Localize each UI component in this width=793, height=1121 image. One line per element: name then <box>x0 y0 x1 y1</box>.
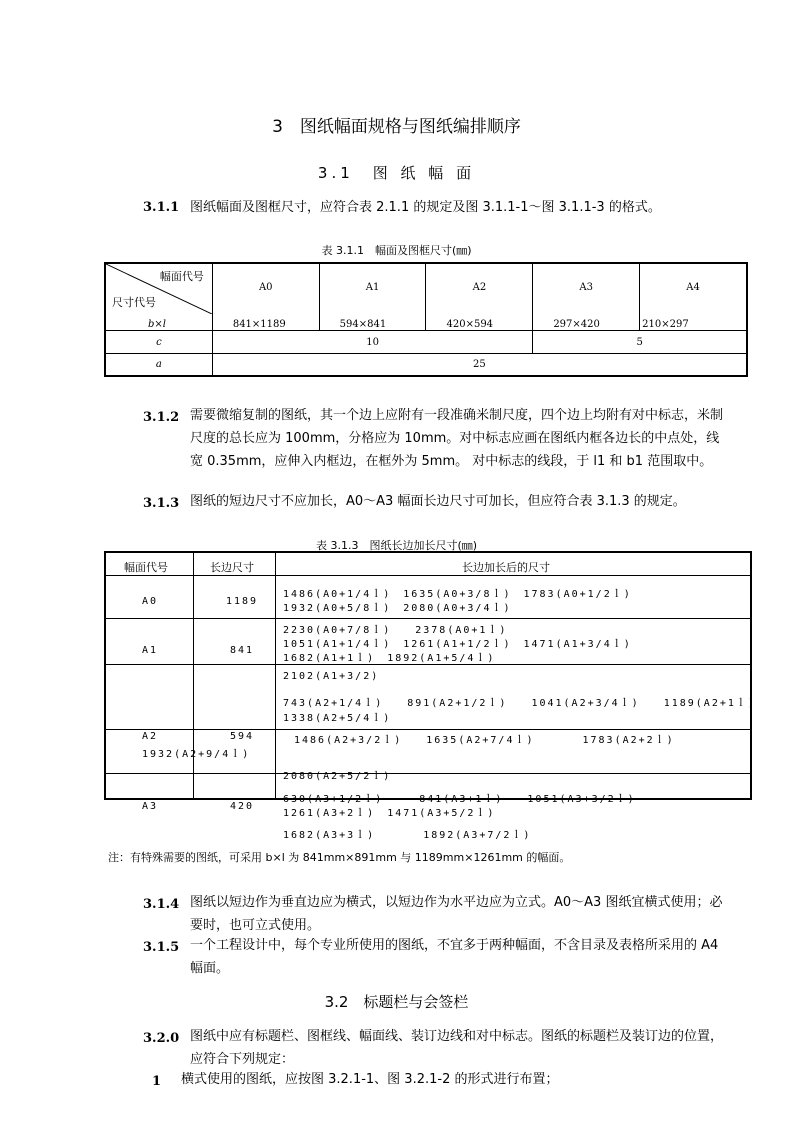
clause-number: 3.1.1 <box>143 200 180 215</box>
table-rule <box>275 551 276 798</box>
clause-text: 一个工程设计中，每个专业所使用的图纸，不宜多于两种幅面，不含目录及表格所采用的 A4 幅面。 <box>190 938 719 976</box>
extension-line: 1682(A3+3ｌ) 1892(A3+7/2ｌ) <box>283 830 532 841</box>
header-extended: 长边加长后的尺寸 <box>462 561 550 574</box>
extension-line: 2080(A2+5/2ｌ) <box>283 771 392 782</box>
chapter-title: 3 图纸幅面规格与图纸编排顺序 <box>272 117 521 137</box>
header-long-side: 长边尺寸 <box>210 561 254 574</box>
item-number: 1 <box>152 1074 162 1089</box>
diagonal-header-cell <box>105 263 212 331</box>
extension-line: 1338(A2+5/4ｌ) <box>283 713 392 724</box>
clause-number: 3.1.4 <box>143 897 180 912</box>
table-caption: 表 3.1.3 图纸长边加长尺寸(㎜) <box>315 539 478 552</box>
table-rule <box>104 773 750 774</box>
extension-line: 1932(A2+9/4ｌ) <box>142 749 251 760</box>
row-len-a3: 420 <box>230 801 255 812</box>
row-code-a3: A3 <box>142 801 159 812</box>
table-rule <box>104 729 750 730</box>
table-rule <box>104 575 750 576</box>
extension-line: 743(A2+1/4ｌ) 891(A2+1/2ｌ) 1041(A2+3/4ｌ) 1189(A2+1ｌ) <box>283 698 756 709</box>
clause-number: 3.1.5 <box>143 940 180 955</box>
clause-number: 3.1.3 <box>143 496 180 511</box>
row-label-bxl: b×l <box>148 319 166 330</box>
table-rule <box>193 551 194 798</box>
a-value: 25 <box>212 354 747 376</box>
bxl-value: 297×420 <box>553 319 600 330</box>
bxl-value: 594×841 <box>339 319 387 330</box>
c-value-small: 5 <box>533 331 747 354</box>
extension-line: 1486(A0+1/4ｌ) 1635(A0+3/8ｌ) 1783(A0+1/2ｌ) <box>283 589 632 600</box>
clause-number: 3.2.0 <box>143 1031 180 1046</box>
column-code: A4 <box>686 282 700 293</box>
bxl-value: 420×594 <box>446 319 494 330</box>
row-code-a2: A2 <box>142 731 159 742</box>
row-len-a2: 594 <box>230 731 255 742</box>
column-a3 <box>533 263 640 331</box>
table-rule <box>104 664 750 665</box>
row-label-a: a <box>105 354 212 376</box>
row-len-a0: 1189 <box>226 596 259 607</box>
extension-line: 2230(A0+7/8ｌ) 2378(A0+1ｌ) <box>283 625 508 636</box>
clause-text: 需要微缩复制的图纸，其一个边上应附有一段准确米制尺度，四个边上均附有对中标志，米制尺度的总长应为 100mm，分格应为 10mm。对中标志应画在图纸内框各边长的中点处，线宽 0.35mm，应伸入内框边，在框外为 5mm。 对中标志的线段，于 l1 和 b1 范围取中。 <box>190 408 724 469</box>
column-a4 <box>640 263 747 331</box>
column-code: A1 <box>365 282 380 293</box>
column-code: A3 <box>579 282 594 293</box>
row-code-a0: A0 <box>142 596 159 607</box>
header-size-code: 幅面代号 <box>124 561 168 574</box>
table-caption: 表 3.1.1 幅面及图框尺寸(㎜) <box>321 244 472 257</box>
extension-line: 2102(A1+3/2) <box>283 671 380 682</box>
column-code: A0 <box>258 282 273 293</box>
column-a1 <box>319 263 426 331</box>
item-text: 横式使用的图纸，应按图 3.2.1-1、图 3.2.1-2 的形式进行布置； <box>181 1072 559 1087</box>
c-value-large: 10 <box>212 331 532 354</box>
extension-line: 1051(A1+1/4ｌ) 1261(A1+1/2ｌ) 1471(A1+3/4ｌ) <box>283 639 632 650</box>
row-len-a1: 841 <box>230 645 255 656</box>
clause-text: 图纸以短边作为垂直边应为横式，以短边作为水平边应为立式。A0～A3 图纸宜横式使用；必要时，也可立式使用。 <box>190 895 723 933</box>
clause-text: 图纸的短边尺寸不应加长，A0～A3 幅面长边尺寸可加长，但应符合表 3.1.3 的规定。 <box>190 494 686 509</box>
extension-line: 1486(A2+3/2ｌ) 1635(A2+7/4ｌ) 1783(A2+2ｌ) <box>294 735 675 746</box>
extension-line: 630(A3+1/2ｌ) 841(A3+1ｌ) 1051(A3+3/2ｌ) <box>283 794 636 805</box>
column-code: A2 <box>472 282 487 293</box>
bxl-value: 841×1189 <box>232 319 286 330</box>
section-title: 3.1 图 纸 幅 面 <box>317 164 476 182</box>
extension-line: 1932(A0+5/8ｌ) 2080(A0+3/4ｌ) <box>283 603 512 614</box>
extension-line: 1261(A3+2ｌ) 1471(A3+5/2ｌ) <box>283 808 496 819</box>
bxl-value: 210×297 <box>642 319 689 330</box>
header-size-code: 幅面代号 <box>159 270 204 283</box>
row-label-c: c <box>105 331 212 354</box>
clause-text: 图纸中应有标题栏、图框线、幅面线、装订边线和对中标志。图纸的标题栏及装订边的位置，应符合下列规定： <box>190 1029 724 1067</box>
row-code-a1: A1 <box>142 645 159 656</box>
column-a2 <box>426 263 533 331</box>
header-dim-code: 尺寸代号 <box>112 296 156 309</box>
table-note: 注：有特殊需要的图纸，可采用 b×l 为 841mm×891mm 与 1189mm×1261mm 的幅面。 <box>108 851 571 864</box>
clause-text: 图纸幅面及图框尺寸，应符合表 2.1.1 的规定及图 3.1.1-1～图 3.1.1-3 的格式。 <box>190 200 661 215</box>
clause-number: 3.1.2 <box>143 410 180 425</box>
section-title: 3.2 标题栏与会签栏 <box>324 993 469 1011</box>
extension-line: 1682(A1+1ｌ) 1892(A1+5/4ｌ) <box>283 653 496 664</box>
column-a0 <box>212 263 319 331</box>
table-rule <box>104 618 750 619</box>
frame-size-table <box>104 262 748 377</box>
